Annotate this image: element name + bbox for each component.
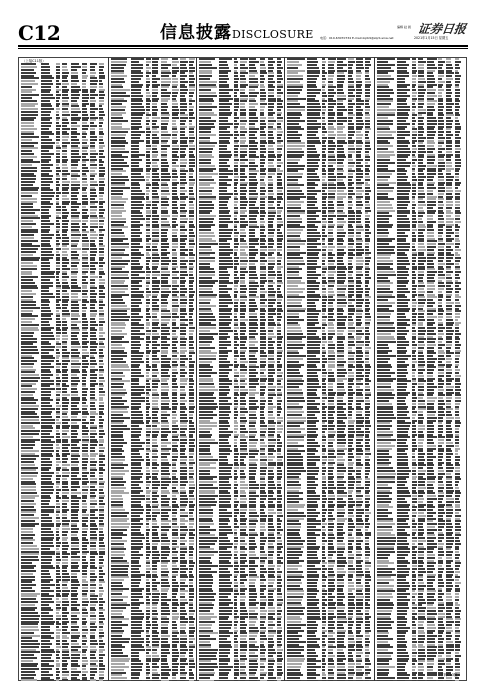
page-number: C12 <box>18 21 61 45</box>
continued-from-label: （上接C11版） <box>22 59 46 63</box>
header-rule-thick <box>18 45 468 47</box>
section-title-zh: 信息披露 <box>160 23 232 43</box>
table-column <box>110 57 196 681</box>
issue-date: 2021年1月15日 星期五 <box>414 36 449 40</box>
header-rule-thin <box>18 48 468 49</box>
column-divider <box>196 57 197 681</box>
continued-to-label: （下转C13版） <box>437 673 461 677</box>
section-title <box>160 22 314 44</box>
table-column <box>20 57 106 681</box>
contact-line: 电话：010-63070734 E-mail:zqrb9@zqrb.sina.net <box>320 36 394 40</box>
table-row <box>376 680 462 681</box>
editor-credit: 编辑 赵 晨 <box>397 25 411 29</box>
table-row <box>20 679 106 681</box>
table-row <box>110 680 196 681</box>
table-column <box>376 57 462 681</box>
table-column <box>286 57 372 681</box>
section-title-en: DISCLOSURE <box>232 28 314 41</box>
column-divider <box>374 57 375 681</box>
column-divider <box>284 57 285 681</box>
table-row <box>286 680 372 681</box>
masthead-logo: 证券日报 <box>416 22 467 36</box>
table-row <box>198 680 284 681</box>
page-header <box>18 22 468 46</box>
column-divider <box>108 57 109 681</box>
table-column <box>198 57 284 681</box>
